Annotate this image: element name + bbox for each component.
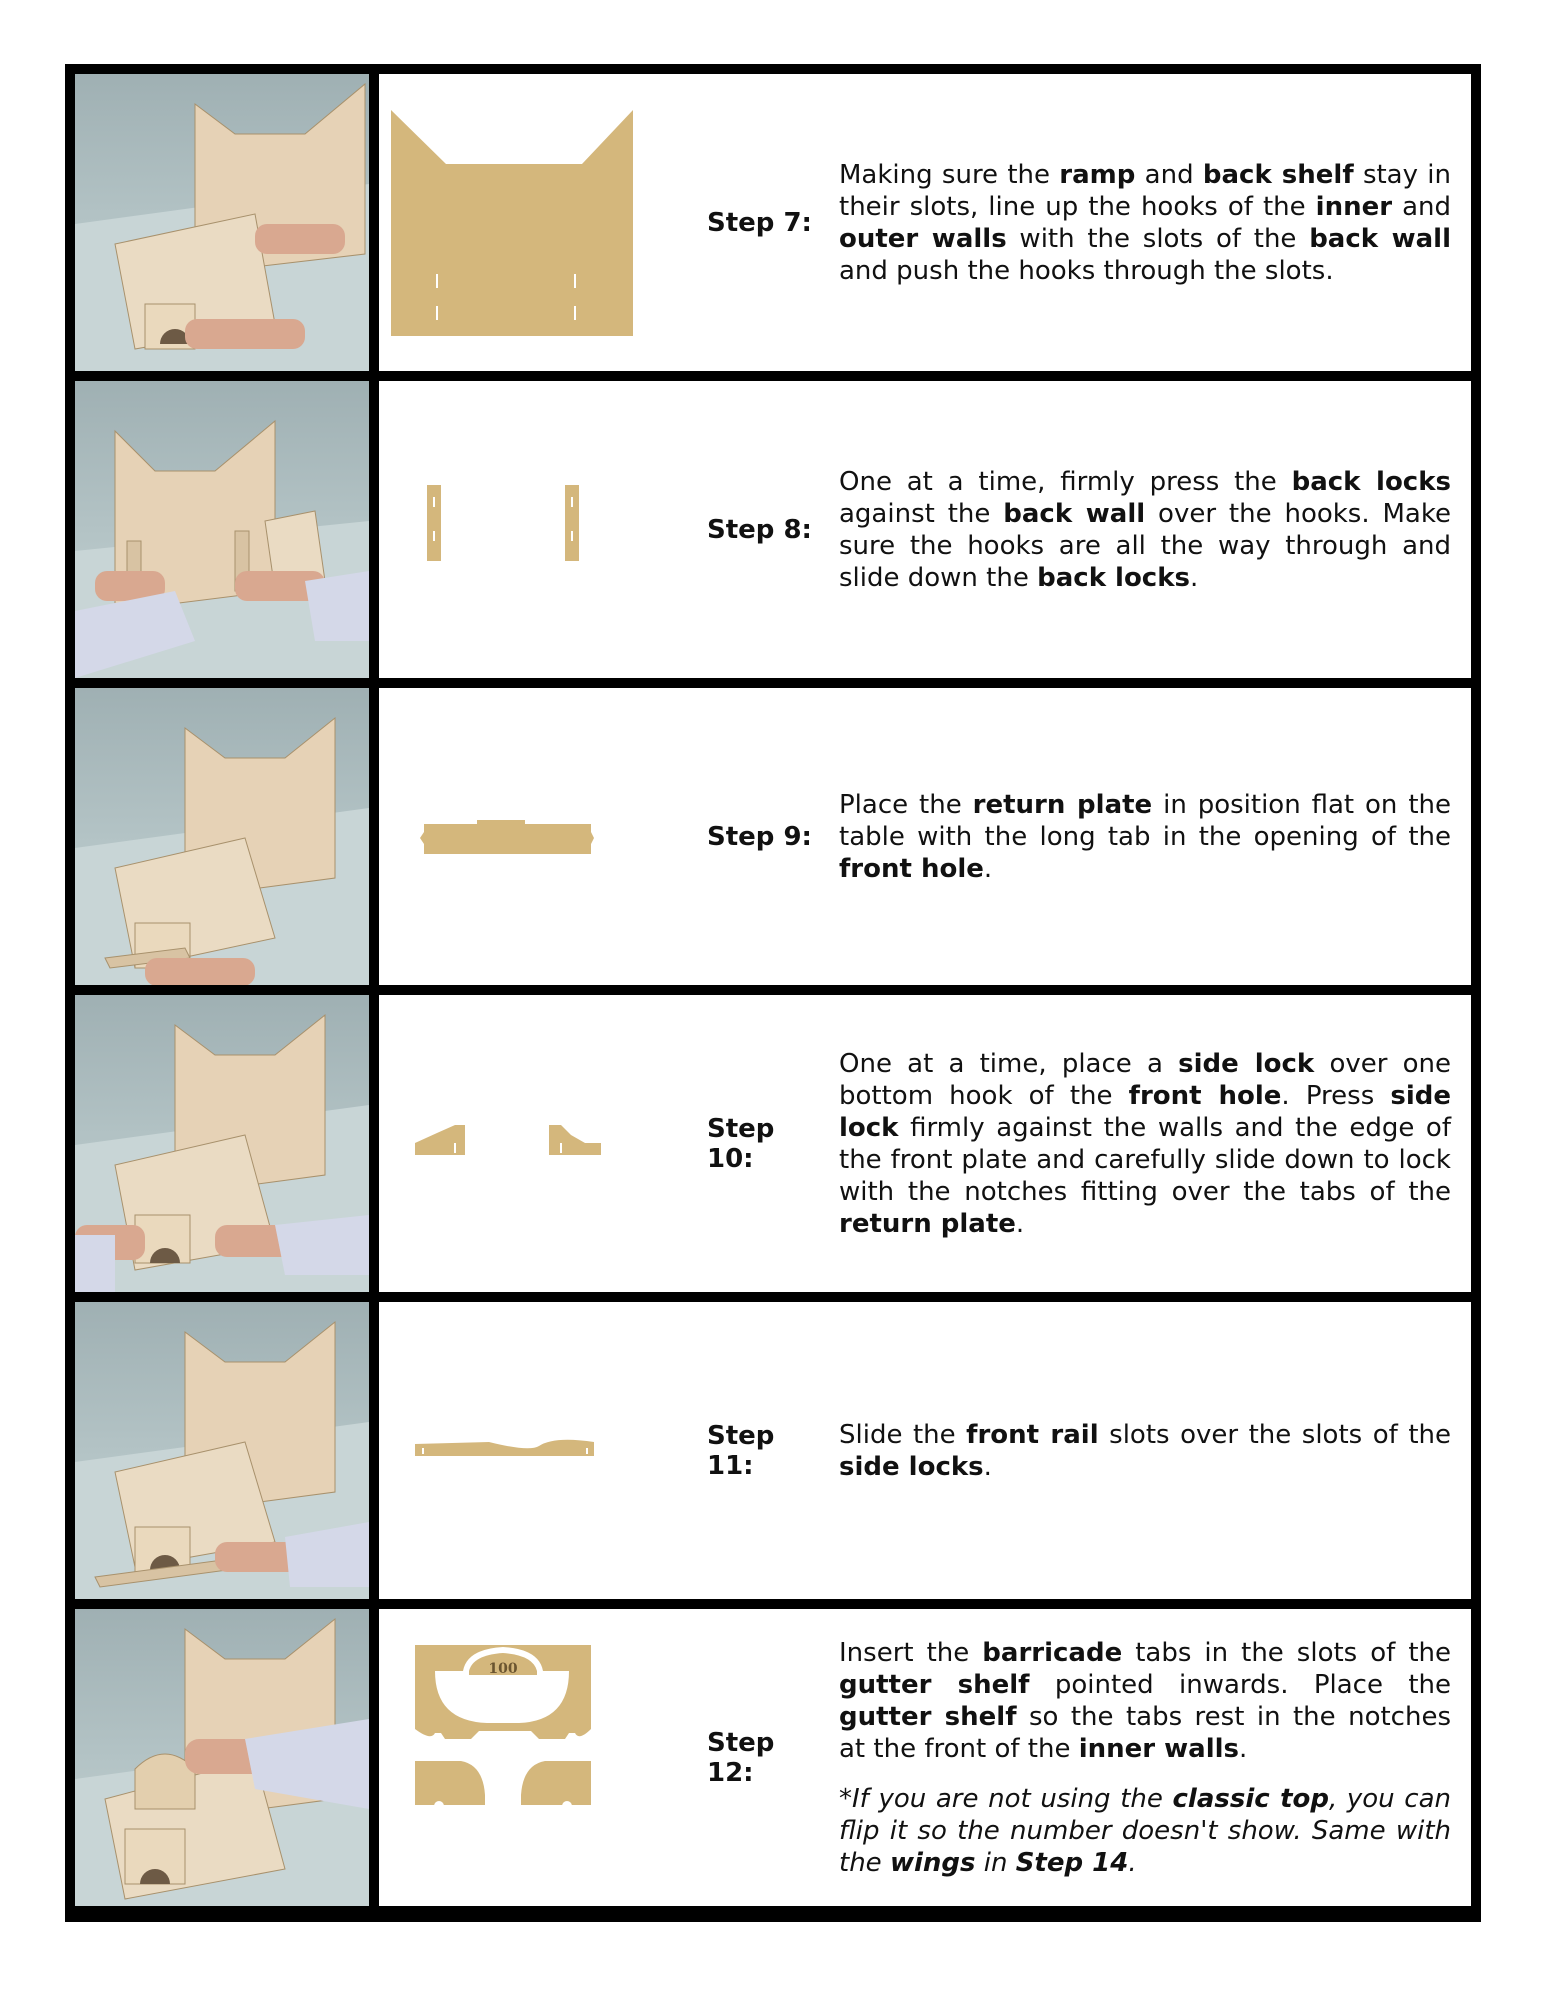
bold-term: back locks bbox=[1037, 562, 1190, 593]
assembly-photo bbox=[75, 1302, 369, 1599]
back-locks-icon bbox=[379, 381, 679, 678]
bold-term: back wall bbox=[1309, 223, 1451, 254]
step-note: *If you are not using the classic top, you can flip it so the number doesn't show. Same with the wings in Step 14. bbox=[839, 1783, 1451, 1878]
step-label: Step 10: bbox=[707, 1113, 775, 1174]
assembly-photo bbox=[75, 74, 369, 371]
step-description bbox=[839, 995, 1451, 1292]
gutter-shelf-barricade-icon bbox=[379, 1609, 679, 1906]
step-row bbox=[75, 74, 1471, 371]
step-content bbox=[379, 381, 1471, 678]
step-text: One at a time, place a side lock over one bottom hook of the front hole. Press side lock firmly against the walls and the edge of the front plate and carefully slide down to lock with the notches fitting over the tabs of the return plate. bbox=[839, 1048, 1452, 1239]
bold-term: gutter shelf bbox=[839, 1701, 1017, 1732]
step-content bbox=[379, 1609, 1471, 1906]
bold-term: back wall bbox=[1003, 498, 1146, 529]
bold-term: inner bbox=[1315, 191, 1393, 222]
return-plate-icon bbox=[379, 688, 679, 985]
step-row bbox=[75, 381, 1471, 678]
bold-term: side locks bbox=[839, 1451, 984, 1482]
step-label: Step 8: bbox=[707, 514, 812, 545]
assembly-photo bbox=[75, 688, 369, 985]
step-description bbox=[839, 1302, 1451, 1599]
bold-term: outer walls bbox=[839, 223, 1007, 254]
step-description bbox=[839, 1609, 1451, 1906]
assembly-photo bbox=[75, 381, 369, 678]
step-text: Making sure the ramp and back shelf stay in their slots, line up the hooks of the inner and outer walls with the slots of the back wall and push the hooks through the slots. bbox=[839, 159, 1451, 286]
bold-term: wings bbox=[889, 1847, 976, 1878]
step-row bbox=[75, 1302, 1471, 1599]
step-text: Place the return plate in position flat on the table with the long tab in the opening of the front hole. bbox=[839, 789, 1451, 884]
step-content bbox=[379, 74, 1471, 371]
step-description bbox=[839, 688, 1451, 985]
bold-term: front hole bbox=[1128, 1080, 1282, 1111]
step-label: Step 11: bbox=[707, 1420, 775, 1481]
bold-term: front rail bbox=[966, 1419, 1099, 1450]
bold-term: front hole bbox=[839, 853, 984, 884]
step-label: Step 9: bbox=[707, 821, 812, 852]
bold-term: gutter shelf bbox=[839, 1669, 1030, 1700]
step-content bbox=[379, 688, 1471, 985]
bold-term: inner walls bbox=[1078, 1733, 1240, 1764]
bold-term: ramp bbox=[1059, 159, 1136, 190]
front-rail-icon bbox=[379, 1302, 679, 1599]
step-text: Insert the barricade tabs in the slots of the gutter shelf pointed inwards. Place the gutter shelf so the tabs rest in the notches at the front of the inner walls. bbox=[839, 1637, 1451, 1764]
assembly-photo bbox=[75, 1609, 369, 1906]
step-content bbox=[379, 995, 1471, 1292]
bold-term: return plate bbox=[839, 1208, 1016, 1239]
bold-term: back locks bbox=[1291, 466, 1451, 497]
bold-term: back shelf bbox=[1202, 159, 1354, 190]
bold-term: classic top bbox=[1172, 1783, 1329, 1814]
bold-term: side lock bbox=[839, 1080, 1452, 1143]
part-number: 100 bbox=[488, 1661, 518, 1677]
step-label: Step 12: bbox=[707, 1727, 775, 1788]
assembly-photo bbox=[75, 995, 369, 1292]
instructions-table bbox=[65, 64, 1481, 1922]
back-wall-icon bbox=[379, 74, 679, 371]
step-content bbox=[379, 1302, 1471, 1599]
step-row bbox=[75, 995, 1471, 1292]
bold-term: barricade bbox=[982, 1637, 1123, 1668]
bold-term: side lock bbox=[1178, 1048, 1315, 1079]
bold-term: Step 14 bbox=[1015, 1847, 1129, 1878]
step-text: Slide the front rail slots over the slots of the side locks. bbox=[839, 1419, 1451, 1482]
step-row bbox=[75, 688, 1471, 985]
side-locks-icon bbox=[379, 995, 679, 1292]
step-text: One at a time, firmly press the back locks against the back wall over the hooks. Make sure the hooks are all the way through and slide down the back locks. bbox=[839, 466, 1451, 593]
step-description bbox=[839, 381, 1451, 678]
step-description bbox=[839, 74, 1451, 371]
step-row bbox=[75, 1609, 1471, 1906]
step-label: Step 7: bbox=[707, 207, 812, 238]
bold-term: return plate bbox=[972, 789, 1153, 820]
